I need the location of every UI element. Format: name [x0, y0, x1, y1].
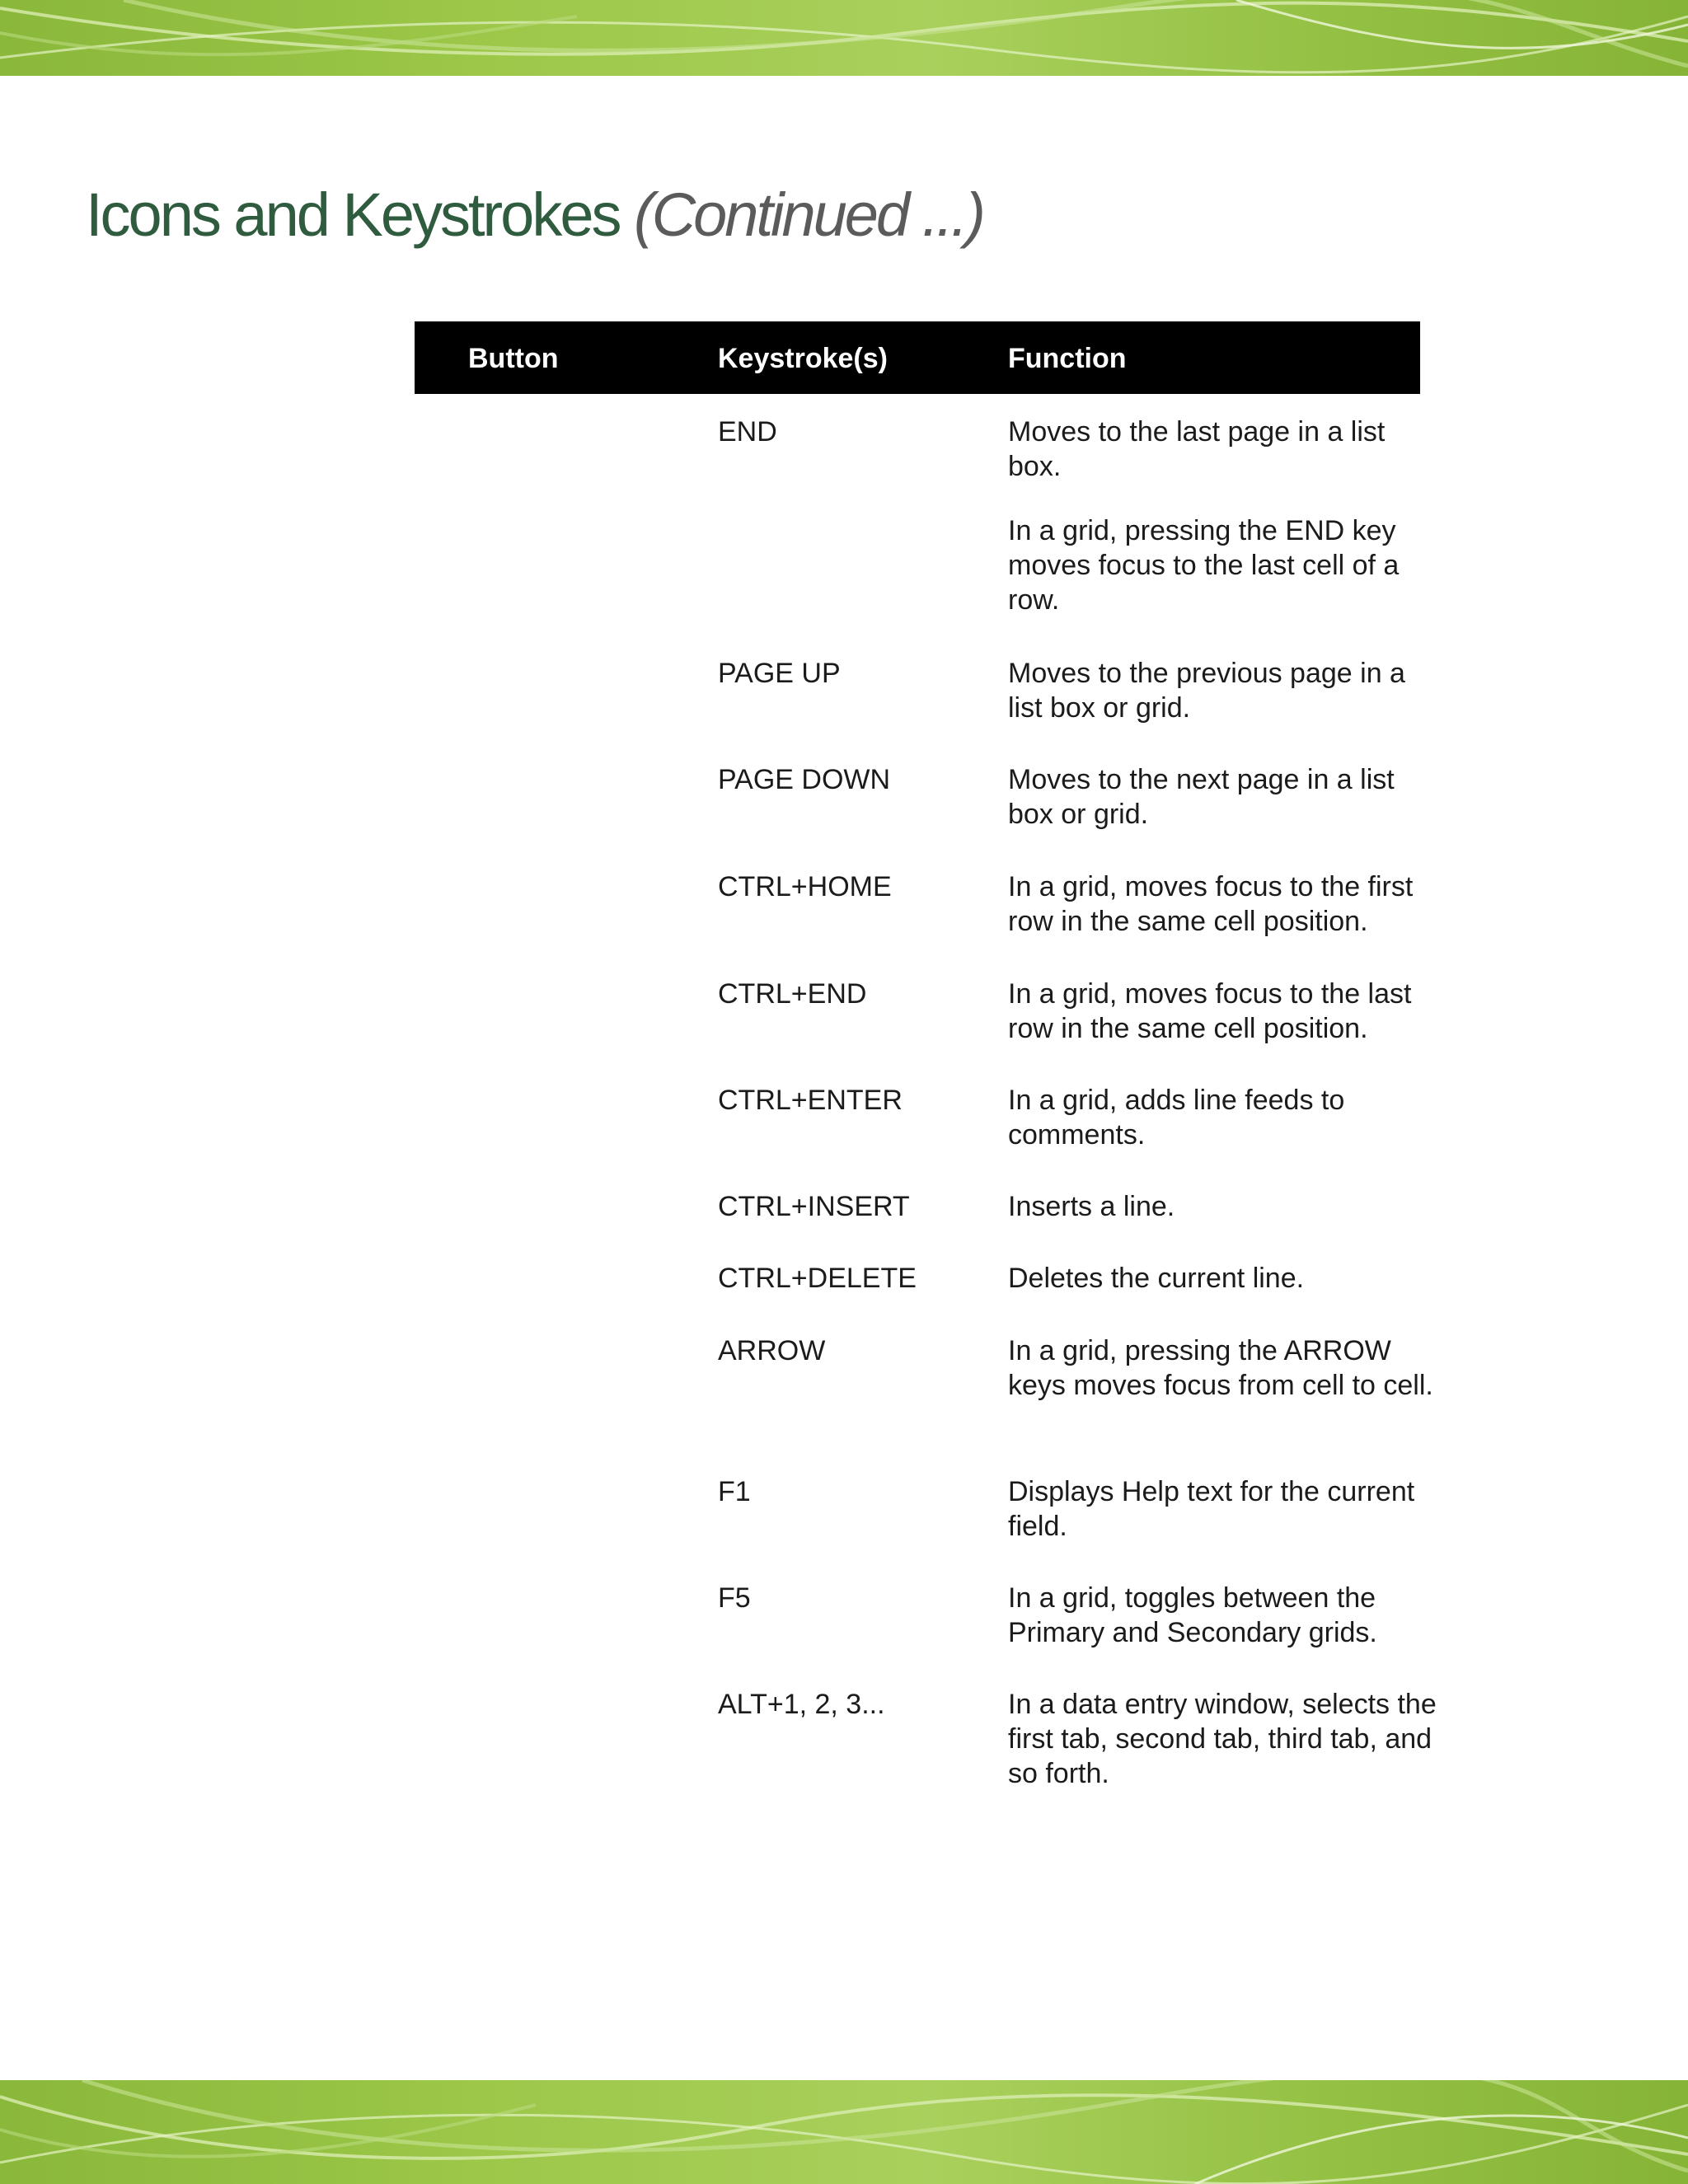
keystroke-cell: PAGE DOWN — [718, 764, 891, 795]
keystroke-cell: F1 — [718, 1476, 751, 1507]
function-text: Moves to the next page in a list box or grid. — [1008, 764, 1395, 830]
function-cell — [1008, 869, 1437, 939]
function-text: In a grid, moves focus to the last row in the same cell position. — [1008, 978, 1412, 1044]
function-cell — [1008, 1581, 1437, 1650]
function-cell — [1008, 1083, 1437, 1152]
keystroke-cell: CTRL+END — [718, 978, 867, 1010]
keystroke-cell: F5 — [718, 1582, 751, 1614]
function-cell — [1008, 1474, 1437, 1544]
function-cell — [1008, 1261, 1437, 1296]
function-text: Inserts a line. — [1008, 1191, 1175, 1222]
function-text: In a grid, pressing the ARROW keys moves focus from cell to cell. — [1008, 1335, 1433, 1401]
keystroke-cell: CTRL+ENTER — [718, 1085, 903, 1116]
function-text: In a data entry window, selects the first tab, second tab, third tab, and so forth. — [1008, 1689, 1437, 1789]
function-cell — [1008, 656, 1437, 725]
keystroke-cell: ARROW — [718, 1335, 826, 1366]
function-cell — [1008, 1333, 1437, 1403]
keystroke-cell: CTRL+HOME — [718, 871, 892, 902]
page-title-continued: (Continued ...) — [634, 180, 983, 249]
keystroke-cell: PAGE UP — [718, 658, 841, 689]
header-button: Button — [468, 343, 559, 374]
function-text: In a grid, toggles between the Primary and Secondary grids. — [1008, 1582, 1377, 1648]
page-title-main: Icons and Keystrokes — [86, 180, 620, 249]
function-text: In a grid, adds line feeds to comments. — [1008, 1085, 1345, 1151]
function-text: Displays Help text for the current field. — [1008, 1476, 1415, 1542]
function-text: Moves to the previous page in a list box or grid. — [1008, 658, 1405, 724]
function-cell — [1008, 762, 1437, 832]
banner-swoosh-graphic — [0, 2080, 1688, 2184]
header-function: Function — [1008, 343, 1127, 374]
function-cell — [1008, 415, 1437, 617]
function-cell — [1008, 1687, 1437, 1791]
header-keystrokes: Keystroke(s) — [718, 343, 888, 374]
function-text: In a grid, pressing the END key moves focus to the last cell of a row. — [1008, 515, 1400, 616]
keystroke-cell: END — [718, 416, 777, 448]
keystroke-cell: CTRL+INSERT — [718, 1191, 910, 1222]
function-cell — [1008, 977, 1437, 1046]
function-cell — [1008, 1189, 1437, 1224]
function-text: Moves to the last page in a list box. — [1008, 416, 1386, 482]
function-text: In a grid, moves focus to the first row in the same cell position. — [1008, 871, 1414, 937]
keystroke-cell: ALT+1, 2, 3... — [718, 1689, 885, 1720]
function-text: Deletes the current line. — [1008, 1263, 1305, 1294]
bottom-decorative-banner — [0, 2080, 1688, 2184]
keystroke-cell: CTRL+DELETE — [718, 1263, 917, 1294]
